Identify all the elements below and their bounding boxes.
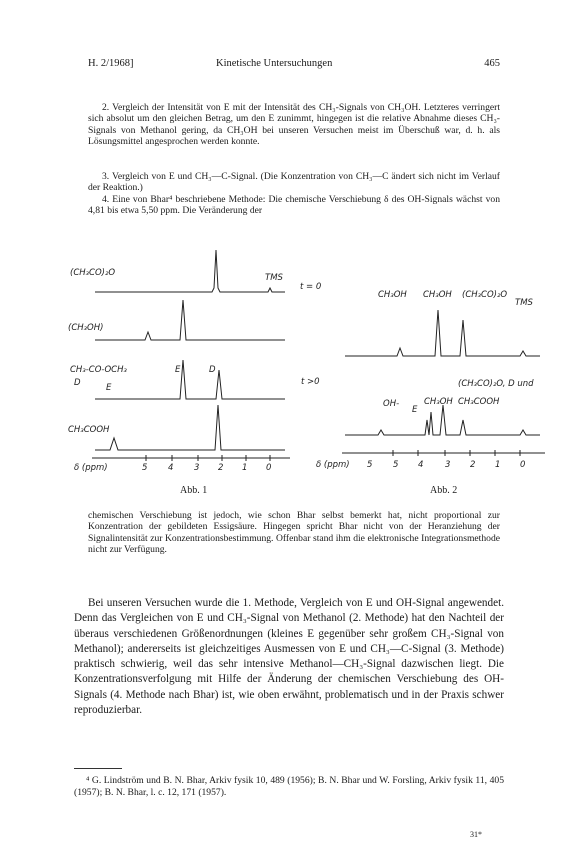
fig2-label-oh: OH- bbox=[383, 399, 400, 409]
fig1-tick-2: 2 bbox=[218, 463, 224, 473]
fig2-label-acetic-acid: CH₃COOH bbox=[458, 397, 500, 407]
label-anhydride: (CH₃CO)₂O bbox=[70, 268, 116, 278]
fig1-tick-4: 4 bbox=[168, 463, 174, 473]
label-e: E bbox=[106, 383, 112, 393]
fig1-tick-5: 5 bbox=[142, 463, 148, 473]
fig2-tick-2: 2 bbox=[470, 460, 476, 470]
footnote-rule bbox=[74, 768, 122, 769]
figure-1-caption: Abb. 1 bbox=[180, 485, 208, 496]
fig1-tick-0: 0 bbox=[266, 463, 272, 473]
label-methyl-acetate: CH₃-CO-OCH₃ bbox=[70, 365, 127, 375]
fig2-label-anhydride-d: (CH₃CO)₂O, D und bbox=[458, 379, 534, 389]
page-number: 465 bbox=[484, 58, 500, 69]
journal-ref: H. 2/1968] bbox=[88, 58, 134, 69]
fig2-tick-1: 1 bbox=[495, 460, 501, 470]
signature-mark: 31* bbox=[470, 830, 482, 839]
label-acetic-acid: CH₃COOH bbox=[68, 425, 110, 435]
label-methanol: (CH₃OH) bbox=[68, 323, 104, 333]
header-title: Kinetische Untersuchungen bbox=[216, 58, 333, 69]
fig1-axis-label: δ (ppm) bbox=[74, 463, 108, 473]
fig1-tick-3: 3 bbox=[194, 463, 200, 473]
fig2-tick-0: 0 bbox=[520, 460, 526, 470]
fig2-label-ch3oh-1: CH₃OH bbox=[378, 290, 407, 300]
label-d: D bbox=[74, 378, 81, 388]
paragraph-main: Bei unseren Versuchen wurde die 1. Methode, Vergleich von E und OH-Signal angewendet. Denn das Vergleichen von E und CH₃-Signal von Methanol (2. Methode) hat den Nachteil der überaus verschiedenen Größenordnungen (kleines E gegenüber sehr großem CH₃-Signal von Methanol); andererseits ist gleichzeitiges Ausmessen von E und CH₃—C-Signal (3. Methode) praktisch schwierig, weil das sehr intensive Methanol—CH₃-Signal dazwischen liegt. Die Konzentrationsverfolgung mit Hilfe der Änderung der chemischen Verschiebung des OH-Signals (4. Methode nach Bhar) ist, wie oben erwähnt, problematisch und in der Praxis schwer reproduzierbar. bbox=[74, 597, 504, 717]
paragraph-method-4: 4. Eine von Bhar⁴ beschriebene Methode: Die chemische Verschiebung δ des OH-Signals wächst von 4,81 bis etwa 5,50 ppm. Die Veränderung der bbox=[88, 194, 500, 217]
label-tms: TMS bbox=[265, 273, 283, 283]
label-t-greater-0: t >0 bbox=[301, 377, 320, 387]
label-t0: t = 0 bbox=[300, 282, 322, 292]
fig2-tick-4: 4 bbox=[418, 460, 424, 470]
fig2-label-ch3oh-3: CH₃OH bbox=[424, 397, 453, 407]
fig2-tick-3: 3 bbox=[445, 460, 451, 470]
fig2-label-anhydride: (CH₃CO)₂O bbox=[462, 290, 508, 300]
paragraph-method-3: 3. Vergleich von E und CH₃—C-Signal. (Die Konzentration von CH₃—C ändert sich nicht im Verlauf der Reaktion.) bbox=[88, 171, 500, 194]
fig2-tick-5b: 5 bbox=[393, 460, 399, 470]
paragraph-continued: chemischen Verschiebung ist jedoch, wie schon Bhar selbst bemerkt hat, nicht proportional zur Konzentration der gebildeten Essigsäure. Hingegen spricht Bhar nicht von der Heranziehung der Signalintensität zur Konzentrationsbestimmung. Offenbar stand ihm die elektronische Integrationsmethode nicht zur Verfügung. bbox=[88, 510, 500, 556]
peak-e-label: E bbox=[175, 365, 181, 375]
fig2-tick-5a: 5 bbox=[367, 460, 373, 470]
figure-2-caption: Abb. 2 bbox=[430, 485, 458, 496]
paragraph-method-2: 2. Vergleich der Intensität von E mit der Intensität des CH₃-Signals von CH₃OH. Letzteres verringert sich absolut um den gleichen Betrag, um den E zunimmt, hingegen ist die relative Abnahme dieses CH₃-Signals von Methanol gering, da CH₃OH bei unseren Versuchen meist im Überschuß war, d. h. als Lösungsmittel angesprochen werden konnte. bbox=[88, 102, 500, 148]
fig2-axis-label: δ (ppm) bbox=[316, 460, 350, 470]
footnote: ⁴ G. Lindström und B. N. Bhar, Arkiv fysik 10, 489 (1956); B. N. Bhar und W. Forsling, Arkiv fysik 11, 405 (1957); B. N. Bhar, l. c. 12, 171 (1957). bbox=[74, 775, 504, 798]
fig1-tick-1: 1 bbox=[242, 463, 248, 473]
fig2-label-ch3oh-2: CH₃OH bbox=[423, 290, 452, 300]
peak-d-label: D bbox=[209, 365, 216, 375]
fig2-label-tms: TMS bbox=[515, 298, 533, 308]
fig2-label-e: E bbox=[412, 405, 418, 415]
